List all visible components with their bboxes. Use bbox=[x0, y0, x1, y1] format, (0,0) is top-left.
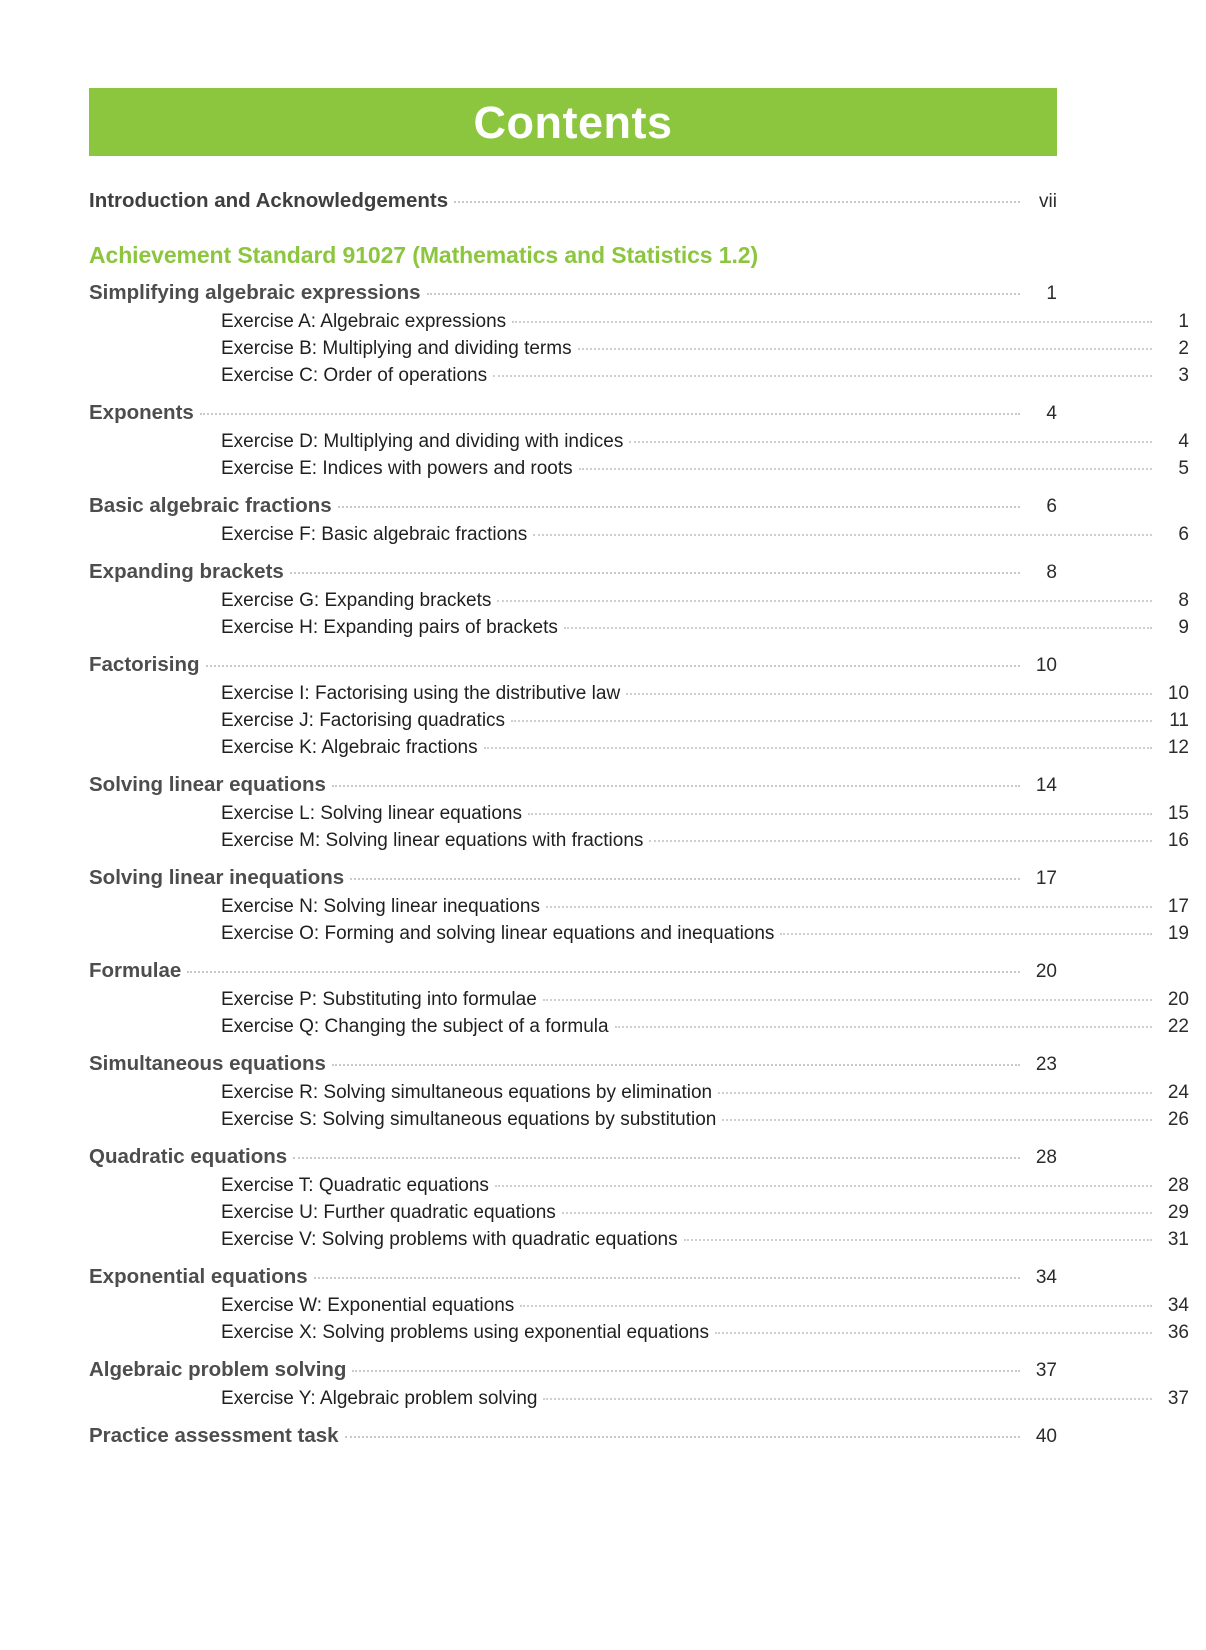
toc-entry-page: 40 bbox=[1035, 1426, 1057, 1447]
toc-exercise-row[interactable] bbox=[89, 800, 1189, 827]
toc-section-row[interactable] bbox=[89, 277, 1057, 308]
toc-entry-label: Exercise V: Solving problems with quadratic equations bbox=[221, 1229, 678, 1250]
toc-entry-page: 4 bbox=[1046, 403, 1057, 424]
toc-entry-label: Exercise H: Expanding pairs of brackets bbox=[221, 617, 558, 638]
toc-exercise-row[interactable] bbox=[89, 827, 1189, 854]
toc-entry-label: Exercise F: Basic algebraic fractions bbox=[221, 524, 528, 545]
toc-section-row[interactable] bbox=[89, 1354, 1057, 1385]
toc-entry-label: Exercise P: Substituting into formulae bbox=[221, 989, 537, 1010]
toc-entry-label: Exercise W: Exponential equations bbox=[221, 1295, 515, 1316]
toc-entry-page: 15 bbox=[1167, 803, 1189, 824]
toc-section-row[interactable] bbox=[89, 490, 1057, 521]
toc-entry-page: 8 bbox=[1046, 562, 1057, 583]
toc-exercise-row[interactable] bbox=[89, 1319, 1189, 1346]
dot-leader bbox=[715, 1331, 1152, 1334]
toc-entry-label: Simplifying algebraic expressions bbox=[89, 281, 421, 304]
toc-section-row[interactable] bbox=[89, 649, 1057, 680]
dot-leader bbox=[427, 292, 1020, 295]
toc-entry-label: Exercise K: Algebraic fractions bbox=[221, 737, 478, 758]
dot-leader bbox=[533, 533, 1152, 536]
dot-leader bbox=[626, 692, 1152, 695]
toc-exercise-row[interactable] bbox=[89, 455, 1189, 482]
toc-section-row[interactable] bbox=[89, 862, 1057, 893]
toc-section-row[interactable] bbox=[89, 1261, 1057, 1292]
toc-entry-label: Exercise R: Solving simultaneous equations by elimination bbox=[221, 1082, 713, 1103]
toc-entry-page: 24 bbox=[1167, 1082, 1189, 1103]
dot-leader bbox=[350, 877, 1020, 880]
toc-entry-label: Quadratic equations bbox=[89, 1145, 288, 1168]
toc-exercise-row[interactable] bbox=[89, 362, 1189, 389]
dot-leader bbox=[629, 440, 1152, 443]
dot-leader bbox=[187, 970, 1020, 973]
toc-entry-page: 28 bbox=[1035, 1147, 1057, 1168]
dot-leader bbox=[206, 664, 1021, 667]
toc-entry-page: 4 bbox=[1178, 431, 1189, 452]
toc-entry-label: Exercise L: Solving linear equations bbox=[221, 803, 523, 824]
dot-leader bbox=[314, 1276, 1020, 1279]
toc-exercise-row[interactable] bbox=[89, 1385, 1189, 1412]
toc-entry-page: 28 bbox=[1167, 1175, 1189, 1196]
toc-entry-page: 34 bbox=[1167, 1295, 1189, 1316]
toc-section-row[interactable] bbox=[89, 397, 1057, 428]
toc-entry-label: Exercise E: Indices with powers and roots bbox=[221, 458, 573, 479]
toc-entry-page: 1 bbox=[1178, 311, 1189, 332]
toc-entry-label: Expanding brackets bbox=[89, 560, 284, 583]
dot-leader bbox=[290, 571, 1020, 574]
toc-entry-page: 11 bbox=[1169, 710, 1189, 731]
toc-exercise-row[interactable] bbox=[89, 986, 1189, 1013]
toc-entry-label: Exercise G: Expanding brackets bbox=[221, 590, 492, 611]
toc-entry-label: Exercise N: Solving linear inequations bbox=[221, 896, 540, 917]
toc-exercise-row[interactable] bbox=[89, 1013, 1189, 1040]
dot-leader bbox=[352, 1369, 1020, 1372]
toc-entry-page: 9 bbox=[1178, 617, 1189, 638]
toc-entry-page: 6 bbox=[1046, 496, 1057, 517]
dot-leader bbox=[338, 505, 1020, 508]
toc-exercise-row[interactable] bbox=[89, 614, 1189, 641]
dot-leader bbox=[615, 1025, 1152, 1028]
toc-entry-page: 2 bbox=[1178, 338, 1189, 359]
toc-entry-page: 5 bbox=[1178, 458, 1189, 479]
dot-leader bbox=[684, 1238, 1152, 1241]
toc-entry-page: 17 bbox=[1035, 868, 1057, 889]
toc-entry-label: Exponents bbox=[89, 401, 194, 424]
dot-leader bbox=[454, 200, 1020, 203]
toc-section-row[interactable] bbox=[89, 1048, 1057, 1079]
toc-entry-page: 12 bbox=[1167, 737, 1189, 758]
toc-entry-label: Simultaneous equations bbox=[89, 1052, 326, 1075]
toc-entries-container bbox=[89, 277, 1189, 1451]
toc-entry-label: Exercise C: Order of operations bbox=[221, 365, 488, 386]
toc-entry-page: 37 bbox=[1035, 1360, 1057, 1381]
toc-exercise-row[interactable] bbox=[89, 521, 1189, 548]
toc-entry-page: 37 bbox=[1167, 1388, 1189, 1409]
toc-list bbox=[89, 186, 1189, 1451]
toc-entry-page: 3 bbox=[1178, 365, 1189, 386]
dot-leader bbox=[780, 932, 1152, 935]
content-wrapper bbox=[89, 0, 1189, 1451]
toc-entry-label: Exercise B: Multiplying and dividing terms bbox=[221, 338, 572, 359]
toc-entry-page: 22 bbox=[1167, 1016, 1189, 1037]
dot-leader bbox=[484, 746, 1152, 749]
toc-entry-label: Exercise Q: Changing the subject of a formula bbox=[221, 1016, 609, 1037]
toc-entry-page: 10 bbox=[1035, 655, 1057, 676]
dot-leader bbox=[564, 626, 1152, 629]
toc-entry-page: 6 bbox=[1178, 524, 1189, 545]
toc-entry-label: Exercise S: Solving simultaneous equations by substitution bbox=[221, 1109, 717, 1130]
dot-leader bbox=[200, 412, 1020, 415]
toc-entry-page: 19 bbox=[1167, 923, 1189, 944]
toc-entry-page: 17 bbox=[1167, 896, 1189, 917]
toc-entry-label: Exercise I: Factorising using the distributive law bbox=[221, 683, 621, 704]
toc-entry-label: Exercise O: Forming and solving linear equations and inequations bbox=[221, 923, 775, 944]
toc-entry-label: Practice assessment task bbox=[89, 1424, 339, 1447]
toc-entry-label: Exercise D: Multiplying and dividing with indices bbox=[221, 431, 624, 452]
toc-entry-page: 1 bbox=[1046, 283, 1057, 304]
toc-entry-page: 23 bbox=[1035, 1054, 1057, 1075]
toc-entry-page: 29 bbox=[1167, 1202, 1189, 1223]
dot-leader bbox=[497, 599, 1152, 602]
toc-entry-label: Solving linear inequations bbox=[89, 866, 345, 889]
dot-leader bbox=[332, 1063, 1020, 1066]
dot-leader bbox=[345, 1435, 1020, 1438]
dot-leader bbox=[562, 1211, 1152, 1214]
toc-exercise-row[interactable] bbox=[89, 734, 1189, 761]
toc-entry-label: Basic algebraic fractions bbox=[89, 494, 332, 517]
dot-leader bbox=[546, 905, 1152, 908]
toc-exercise-row[interactable] bbox=[89, 1172, 1189, 1199]
dot-leader bbox=[578, 347, 1152, 350]
dot-leader bbox=[543, 1397, 1152, 1400]
toc-entry-page: 20 bbox=[1167, 989, 1189, 1010]
toc-entry-label: Factorising bbox=[89, 653, 200, 676]
toc-exercise-row[interactable] bbox=[89, 893, 1189, 920]
toc-exercise-row[interactable] bbox=[89, 707, 1189, 734]
toc-exercise-row[interactable] bbox=[89, 1079, 1189, 1106]
page-title: Contents bbox=[473, 96, 673, 148]
toc-entry-page: 36 bbox=[1167, 1322, 1189, 1343]
dot-leader bbox=[293, 1156, 1020, 1159]
toc-entry-label: Introduction and Acknowledgements bbox=[89, 189, 449, 212]
toc-entry-page: 10 bbox=[1167, 683, 1189, 704]
toc-entry-introduction[interactable] bbox=[89, 186, 1057, 216]
toc-section-row[interactable] bbox=[89, 1420, 1057, 1451]
toc-section-row[interactable] bbox=[89, 1141, 1057, 1172]
toc-exercise-row[interactable] bbox=[89, 680, 1189, 707]
dot-leader bbox=[512, 320, 1152, 323]
dot-leader bbox=[579, 467, 1152, 470]
toc-entry-label: Formulae bbox=[89, 959, 182, 982]
toc-entry-label: Exponential equations bbox=[89, 1265, 308, 1288]
toc-entry-label: Algebraic problem solving bbox=[89, 1358, 347, 1381]
toc-entry-label: Exercise Y: Algebraic problem solving bbox=[221, 1388, 538, 1409]
toc-entry-page: 14 bbox=[1035, 775, 1057, 796]
toc-entry-page: 34 bbox=[1035, 1267, 1057, 1288]
toc-exercise-row[interactable] bbox=[89, 1226, 1189, 1253]
toc-entry-page: 16 bbox=[1167, 830, 1189, 851]
toc-exercise-row[interactable] bbox=[89, 1292, 1189, 1319]
toc-entry-page: vii bbox=[1039, 191, 1057, 212]
toc-entry-label: Exercise X: Solving problems using exponential equations bbox=[221, 1322, 709, 1343]
toc-entry-page: 20 bbox=[1035, 961, 1057, 982]
toc-exercise-row[interactable] bbox=[89, 920, 1189, 947]
dot-leader bbox=[528, 812, 1152, 815]
toc-section-row[interactable] bbox=[89, 556, 1057, 587]
toc-section-row[interactable] bbox=[89, 955, 1057, 986]
dot-leader bbox=[495, 1184, 1152, 1187]
dot-leader bbox=[493, 374, 1152, 377]
toc-entry-page: 31 bbox=[1167, 1229, 1189, 1250]
toc-entry-page: 8 bbox=[1178, 590, 1189, 611]
toc-exercise-row[interactable] bbox=[89, 335, 1189, 362]
dot-leader bbox=[718, 1091, 1152, 1094]
contents-banner bbox=[89, 88, 1057, 156]
toc-entry-label: Exercise A: Algebraic expressions bbox=[221, 311, 507, 332]
toc-exercise-row[interactable] bbox=[89, 1199, 1189, 1226]
dot-leader bbox=[722, 1118, 1152, 1121]
dot-leader bbox=[649, 839, 1152, 842]
toc-exercise-row[interactable] bbox=[89, 308, 1189, 335]
toc-entry-label: Solving linear equations bbox=[89, 773, 326, 796]
toc-entry-page: 26 bbox=[1167, 1109, 1189, 1130]
toc-entry-label: Exercise U: Further quadratic equations bbox=[221, 1202, 556, 1223]
toc-entry-label: Exercise T: Quadratic equations bbox=[221, 1175, 489, 1196]
toc-entry-label: Exercise M: Solving linear equations with fractions bbox=[221, 830, 644, 851]
toc-section-row[interactable] bbox=[89, 769, 1057, 800]
dot-leader bbox=[543, 998, 1152, 1001]
dot-leader bbox=[520, 1304, 1152, 1307]
dot-leader bbox=[332, 784, 1020, 787]
toc-exercise-row[interactable] bbox=[89, 1106, 1189, 1133]
toc-exercise-row[interactable] bbox=[89, 428, 1189, 455]
toc-exercise-row[interactable] bbox=[89, 587, 1189, 614]
toc-entry-label: Exercise J: Factorising quadratics bbox=[221, 710, 506, 731]
dot-leader bbox=[511, 719, 1152, 722]
achievement-standard-heading: Achievement Standard 91027 (Mathematics and Statistics 1.2) bbox=[89, 242, 759, 268]
